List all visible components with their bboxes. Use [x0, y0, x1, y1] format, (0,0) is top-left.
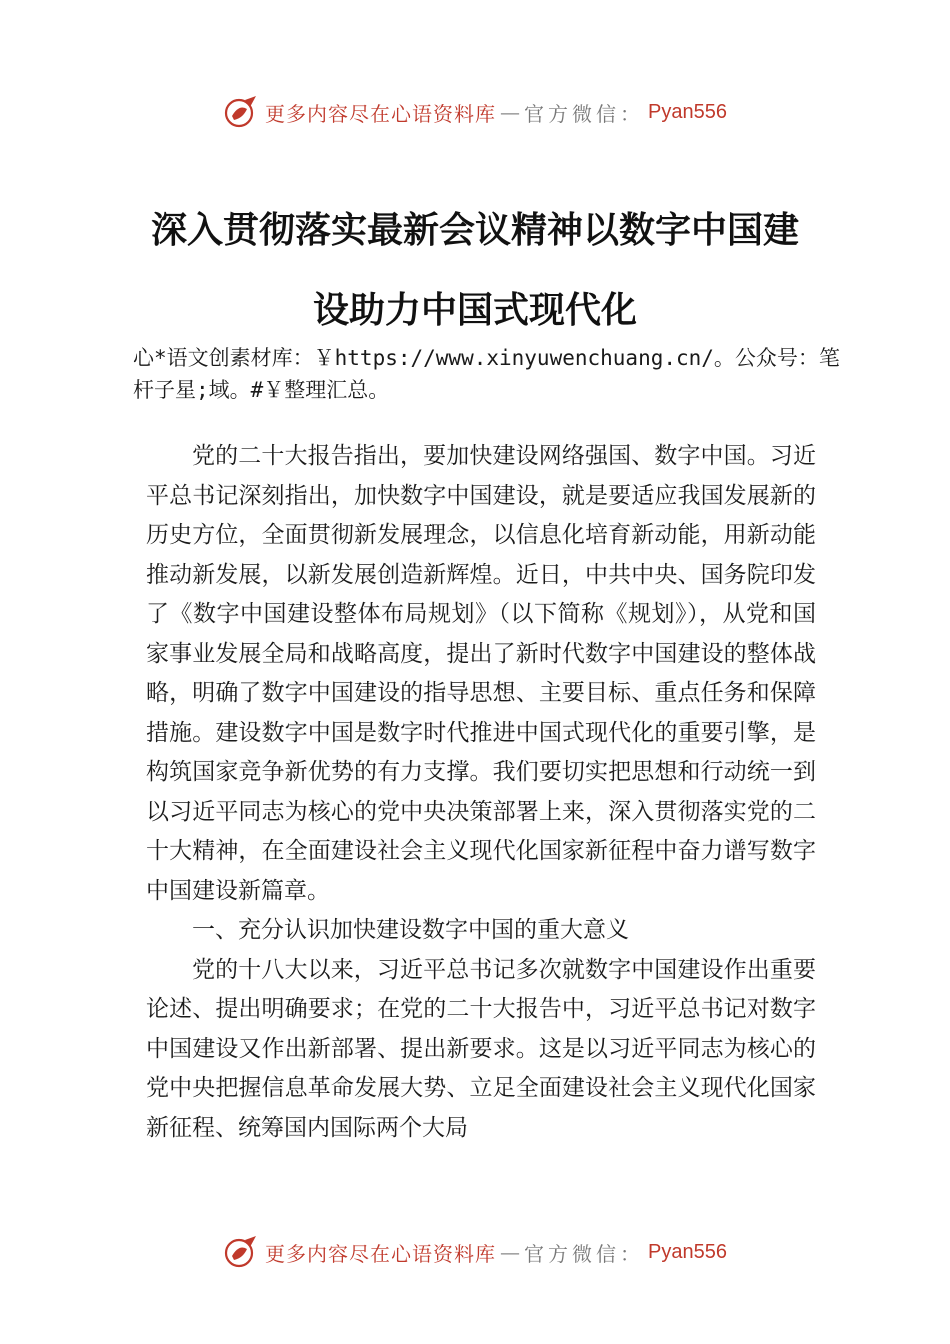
banner-wechat-label: 官方微信： [524, 1241, 645, 1266]
document-title-line-2: 设助力中国式现代化 [312, 289, 637, 331]
header-watermark-banner [0, 92, 950, 132]
document-title-line-1: 深入贯彻落实最新会议精神以数字中国建 [150, 209, 799, 251]
footer-watermark-banner [0, 1232, 950, 1272]
section-heading-1: 一、充分认识加快建设数字中国的重大意义 [192, 917, 629, 943]
brush-logo-icon [223, 1234, 259, 1270]
paragraph-section-1: 党的十八大以来，习近平总书记多次就数字中国建设作出重要论述、提出明确要求；在党的二十大报告中，习近平总书记对数字中国建设又作出新部署、提出新要求。这是以习近平同志为核心的党中央把握信息革命发展大势、立足全面建设社会主义现代化国家新征程、统筹国内国际两个大局 [146, 956, 816, 1141]
brush-logo-icon [223, 94, 259, 130]
banner-wechat-id: Pyan556 [648, 1240, 727, 1263]
banner-dash: — [500, 100, 521, 124]
banner-wechat-label: 官方微信： [524, 101, 645, 126]
banner-wechat-id: Pyan556 [648, 100, 727, 123]
source-note: 心*语文创素材库：￥https://www.xinyuwenchuang.cn/。公众号：笔杆子星;域。#￥整理汇总。 [133, 346, 840, 402]
banner-dash: — [500, 1240, 521, 1264]
document-body [146, 437, 816, 1148]
banner-brand-text: 更多内容尽在心语资料库 [265, 101, 497, 126]
banner-brand-text: 更多内容尽在心语资料库 [265, 1241, 497, 1266]
paragraph-intro: 党的二十大报告指出，要加快建设网络强国、数字中国。习近平总书记深刻指出，加快数字中国建设，就是要适应我国发展新的历史方位，全面贯彻新发展理念，以信息化培育新动能，用新动能推动新发展，以新发展创造新辉煌。近日，中共中央、国务院印发了《数字中国建设整体布局规划》（以下简称《规划》），从党和国家事业发展全局和战略高度，提出了新时代数字中国建设的整体战略，明确了数字中国建设的指导思想、主要目标、重点任务和保障措施。建设数字中国是数字时代推进中国式现代化的重要引擎，是构筑国家竞争新优势的有力支撑。我们要切实把思想和行动统一到以习近平同志为核心的党中央决策部署上来，深入贯彻落实党的二十大精神，在全面建设社会主义现代化国家新征程中奋力谱写数字中国建设新篇章。 [146, 443, 816, 904]
